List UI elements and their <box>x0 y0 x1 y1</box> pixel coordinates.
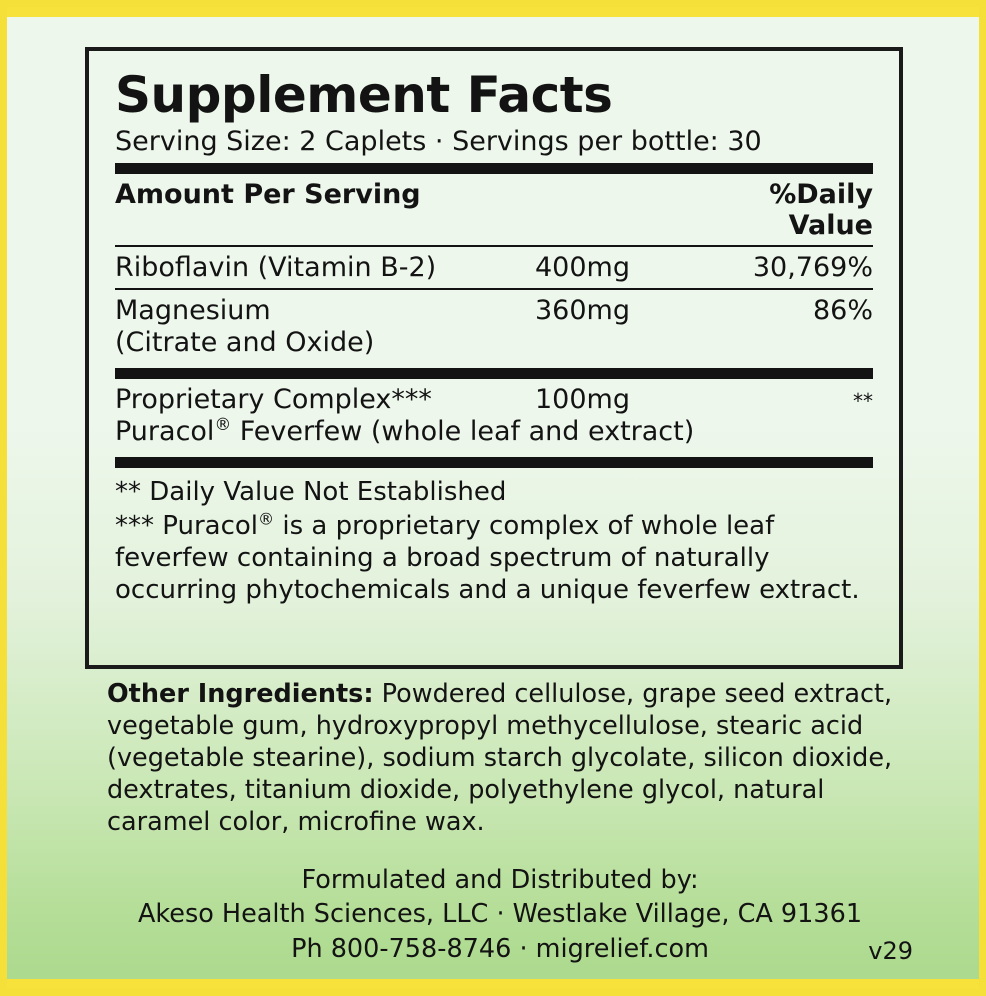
footnote-puracol <box>115 510 873 607</box>
nutrient-name: Riboflavin (Vitamin B-2) <box>115 251 437 283</box>
proprietary-subline <box>115 413 873 453</box>
nutrient-daily-value: 86% <box>812 294 873 326</box>
proprietary-daily-value: ** <box>853 388 873 413</box>
company-name-line: Akeso Health Sciences, LLC · Westlake Village, CA 91361 <box>137 899 863 930</box>
registered-mark-icon: ® <box>258 509 275 529</box>
footnote-puracol-pre: *** Puracol <box>115 510 259 541</box>
bottom-yellow-rule <box>7 979 979 989</box>
company-info <box>85 863 915 966</box>
proprietary-description: Feverfew (whole leaf and extract) <box>231 415 695 447</box>
nutrient-daily-value: 30,769% <box>752 251 873 283</box>
supplement-facts-panel <box>85 47 903 669</box>
footnotes <box>115 468 873 607</box>
rule-above-proprietary <box>115 368 873 379</box>
contact-line: Ph 800-758-8746 · migrelief.com <box>291 933 709 964</box>
proprietary-name: Proprietary Complex*** <box>115 383 432 415</box>
top-yellow-rule <box>7 7 979 17</box>
table-row <box>115 290 873 331</box>
nutrient-subline: (Citrate and Oxide) <box>115 326 375 358</box>
proprietary-brand: Puracol <box>115 415 215 447</box>
table-header-row <box>115 174 873 245</box>
formulated-by-line: Formulated and Distributed by: <box>301 865 699 895</box>
daily-value-label: %Daily Value <box>769 178 873 241</box>
footnote-puracol-post: is a proprietary complex of whole leaf feverfew containing a broad spectrum of naturally occurring phytochemicals and a unique feverfew extract. <box>115 510 860 606</box>
other-ingredients <box>107 679 907 838</box>
rule-below-proprietary <box>115 457 873 468</box>
proprietary-amount: 100mg <box>535 383 630 415</box>
serving-size-line: Serving Size: 2 Caplets · Servings per bottle: 30 <box>115 125 762 157</box>
nutrient-amount: 360mg <box>535 294 630 326</box>
table-row <box>115 247 873 288</box>
amount-per-serving-label: Amount Per Serving <box>115 178 421 210</box>
nutrient-name: Magnesium <box>115 294 271 326</box>
other-ingredients-text: Powdered cellulose, grape seed extract, vegetable gum, hydroxypropyl methycellulose, stearic acid (vegetable stearine), sodium starch glycolate, silicon dioxide, dextrates, titanium dioxide, polyethylene glycol, natural caramel color, microfine wax. <box>107 679 893 837</box>
other-ingredients-label: Other Ingredients: <box>107 679 374 709</box>
version-label: v29 <box>868 937 913 965</box>
footnote-daily-value: ** Daily Value Not Established <box>115 476 507 507</box>
panel-title: Supplement Facts <box>115 66 613 124</box>
rule-under-serving <box>115 163 873 174</box>
registered-mark-icon: ® <box>214 413 232 434</box>
nutrient-amount: 400mg <box>535 251 630 283</box>
